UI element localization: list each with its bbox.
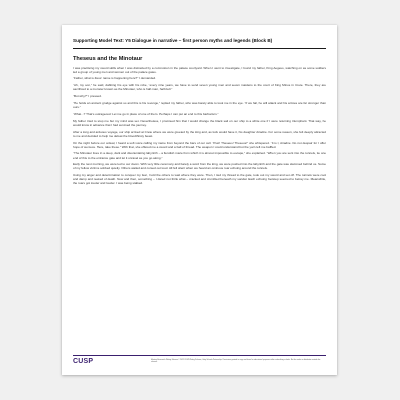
document-footer [73,355,326,369]
paragraph: “Ah, my son,” he said, dabbing his eye with his robe, “every nine years, we have to send seven young men and seven maidens to the court of King Minos in Crete. There, they are sacrificed to a monster known as the Minotaur, who is half-man, half-bull.” [73,83,326,92]
paragraph: “He holds an ancient grudge against us and this is his revenge,” replied my father, who was barely able to look me in the eye. “If we fail, he will attack and his armies are far stronger than ours.” [73,101,326,110]
paragraph: After a long and arduous voyage, our ship arrived at Crete where we were greeted by the king and, as luck would have it, his daughter Ariadne. For some reason, she felt deeply attracted to me and decided to help me defeat the bloodthirsty beast. [73,129,326,138]
paragraph: “Father, what is Zeus’ name is happening here?” I demanded. [73,76,157,81]
paragraph: On the night before our ordeal, I heard a soft voice calling my name from beyond the bars of our cell. “Psst! Theseus! Theseus!” she whispered. “It is I, Ariadne. Do not despair for I offer hope of success. Here, take these.” With that, she offered me a sword and a ball of thread. The weapon I could understand but the yarn left me baffled. [73,140,326,149]
cusp-logo: CUSP [73,358,94,365]
story-body [73,66,326,186]
header-divider [73,48,326,49]
footer-divider [73,355,326,356]
paragraph: Early the next morning, we were led to our doom. With very little ceremony and barely a word from the king, we were pushed into the labyrinth and the gate was slammed behind us. Some of my fellow victims sobbed quietly. Others wailed and cursed out loud. All fell silent when we heard an ominous roar echoing around the tunnels. [73,162,326,171]
paragraph: My father tried to stop me but my mind was set. Nevertheless, I promised him that I would change the black sail on our ship to a white one if I were returning triumphant. That way, he would know in advance that I had survived the journey. [73,118,326,127]
footer-fine-print: Mastery/Greenwich Writing Scheme © 2022 CUSP Writing Scheme, Unity Schools Partnership. Permission granted to copy and share for educational purposes within subscribing schools. Not for resale or distribution outside the scheme. [151,358,321,363]
document-header-title: Supporting Model Text: Y5 Dialogue in narrative – first person myths and legends (Block B) [73,38,273,43]
story-title: Theseus and the Minotaur [73,55,143,62]
document-sheet [62,25,337,375]
paragraph: I was practising my sword skills when I was distracted by a commotion in the palace courtyard. When I went to investigate, I found my father, King Aegeus, watching on as some soldiers led a group of young men and women out of the palace gates. [73,65,326,74]
paragraph: Using my anger and determination to conquer my fear, I told the others to wait where they were. Then, I tied my thread to the gate, took out my sword and set off. The tunnels were cool and damp and reeked of death. Now and then, something – I dared not think what – cracked and crumbled beneath my sandal. Each echoing footstep seemed to betray me. Meanwhile, the roars got louder and louder. I was being stalked. [73,173,326,186]
paragraph: “What...? That’s outrageous! Let me go in place of one of them. Perhaps I can put an end to this barbarism.” [73,111,219,116]
paragraph: “The Minotaur lives in a deep, dark and disorientating labyrinth – a fiendish maze from which it is almost impossible to escape,” she explained. “When you are sent into the tunnels, tie one end of this to the entrance gate and let it unravel as you go along.” [73,151,326,160]
paragraph: “But why?” I pressed. [73,94,102,99]
